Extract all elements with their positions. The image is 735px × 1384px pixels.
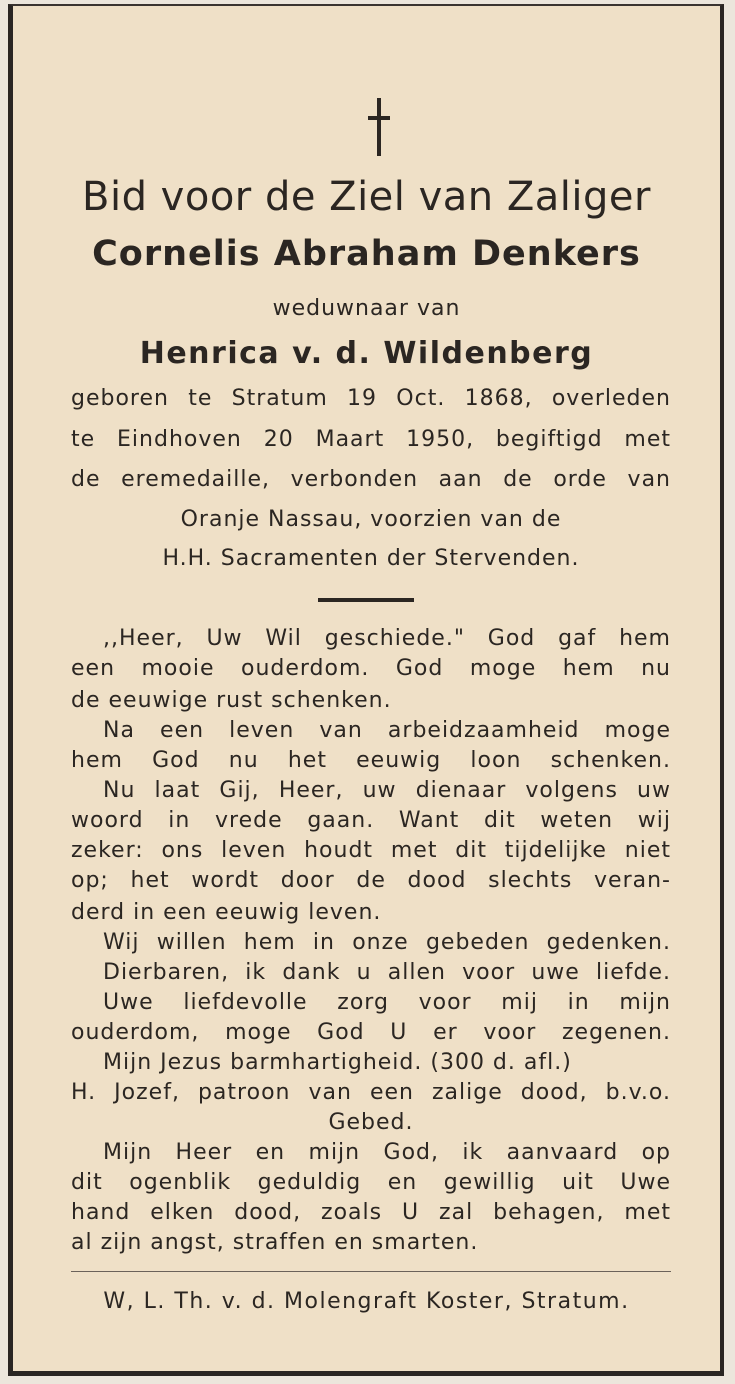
footer-rule	[71, 1271, 671, 1272]
prayer-line: hem God nu het eeuwig loon schenken.	[71, 748, 671, 773]
prayer-line: Dierbaren, ik dank u allen voor uwe liefde.	[103, 960, 671, 985]
prayer-line: Wij willen hem in onze gebeden gedenken.	[103, 930, 671, 955]
prayer-line: H. Jozef, patroon van een zalige dood, b.v.o.	[71, 1080, 671, 1105]
relation-text: weduwnaar van	[272, 296, 461, 321]
prayer-line: Uwe liefdevolle zorg voor mij in mijn	[103, 990, 671, 1015]
card-title: Bid voor de Ziel van Zaliger	[82, 174, 651, 220]
prayer-line: al zijn angst, straffen en smarten.	[71, 1230, 479, 1255]
prayer-line: op; het wordt door de dood slechts veran-	[71, 868, 671, 893]
bio-line: geboren te Stratum 19 Oct. 1868, overleden	[71, 386, 671, 411]
deceased-name: Cornelis Abraham Denkers	[92, 234, 641, 274]
prayer-line: Mijn Heer en mijn God, ik aanvaard op	[103, 1140, 671, 1165]
prayer-line: woord in vrede gaan. Want dit weten wij	[71, 808, 671, 833]
bio-line: Oranje Nassau, voorzien van de	[180, 507, 562, 532]
card-content	[13, 6, 720, 1371]
printer-credit: W, L. Th. v. d. Molengraft Koster, Stratum.	[103, 1289, 630, 1314]
prayer-line: derd in een eeuwig leven.	[71, 900, 382, 925]
bio-line: de eremedaille, verbonden aan de orde van	[71, 467, 671, 492]
prayer-line: hand elken dood, zoals U zal behagen, met	[71, 1200, 671, 1225]
prayer-line: een mooie ouderdom. God moge hem nu	[71, 656, 671, 681]
prayer-line: ,,Heer, Uw Wil geschiede." God gaf hem	[103, 626, 671, 651]
prayer-line: Gebed.	[328, 1110, 414, 1135]
prayer-line: dit ogenblik geduldig en gewillig uit Uwe	[71, 1170, 671, 1195]
prayer-line: zeker: ons leven houdt met dit tijdelijke niet	[71, 838, 671, 863]
prayer-line: de eeuwige rust schenken.	[71, 688, 392, 713]
bio-line: H.H. Sacramenten der Stervenden.	[162, 546, 580, 571]
memorial-card	[8, 4, 724, 1376]
prayer-line: Mijn Jezus barmhartigheid. (300 d. afl.)	[103, 1050, 572, 1075]
divider-rule	[318, 598, 414, 602]
prayer-line: Nu laat Gij, Heer, uw dienaar volgens uw	[103, 778, 671, 803]
bio-line: te Eindhoven 20 Maart 1950, begiftigd met	[71, 427, 671, 452]
cross-icon	[368, 98, 390, 156]
spouse-name: Henrica v. d. Wildenberg	[139, 336, 594, 371]
prayer-line: ouderdom, moge God U er voor zegenen.	[71, 1020, 671, 1045]
prayer-line: Na een leven van arbeidzaamheid moge	[103, 718, 671, 743]
